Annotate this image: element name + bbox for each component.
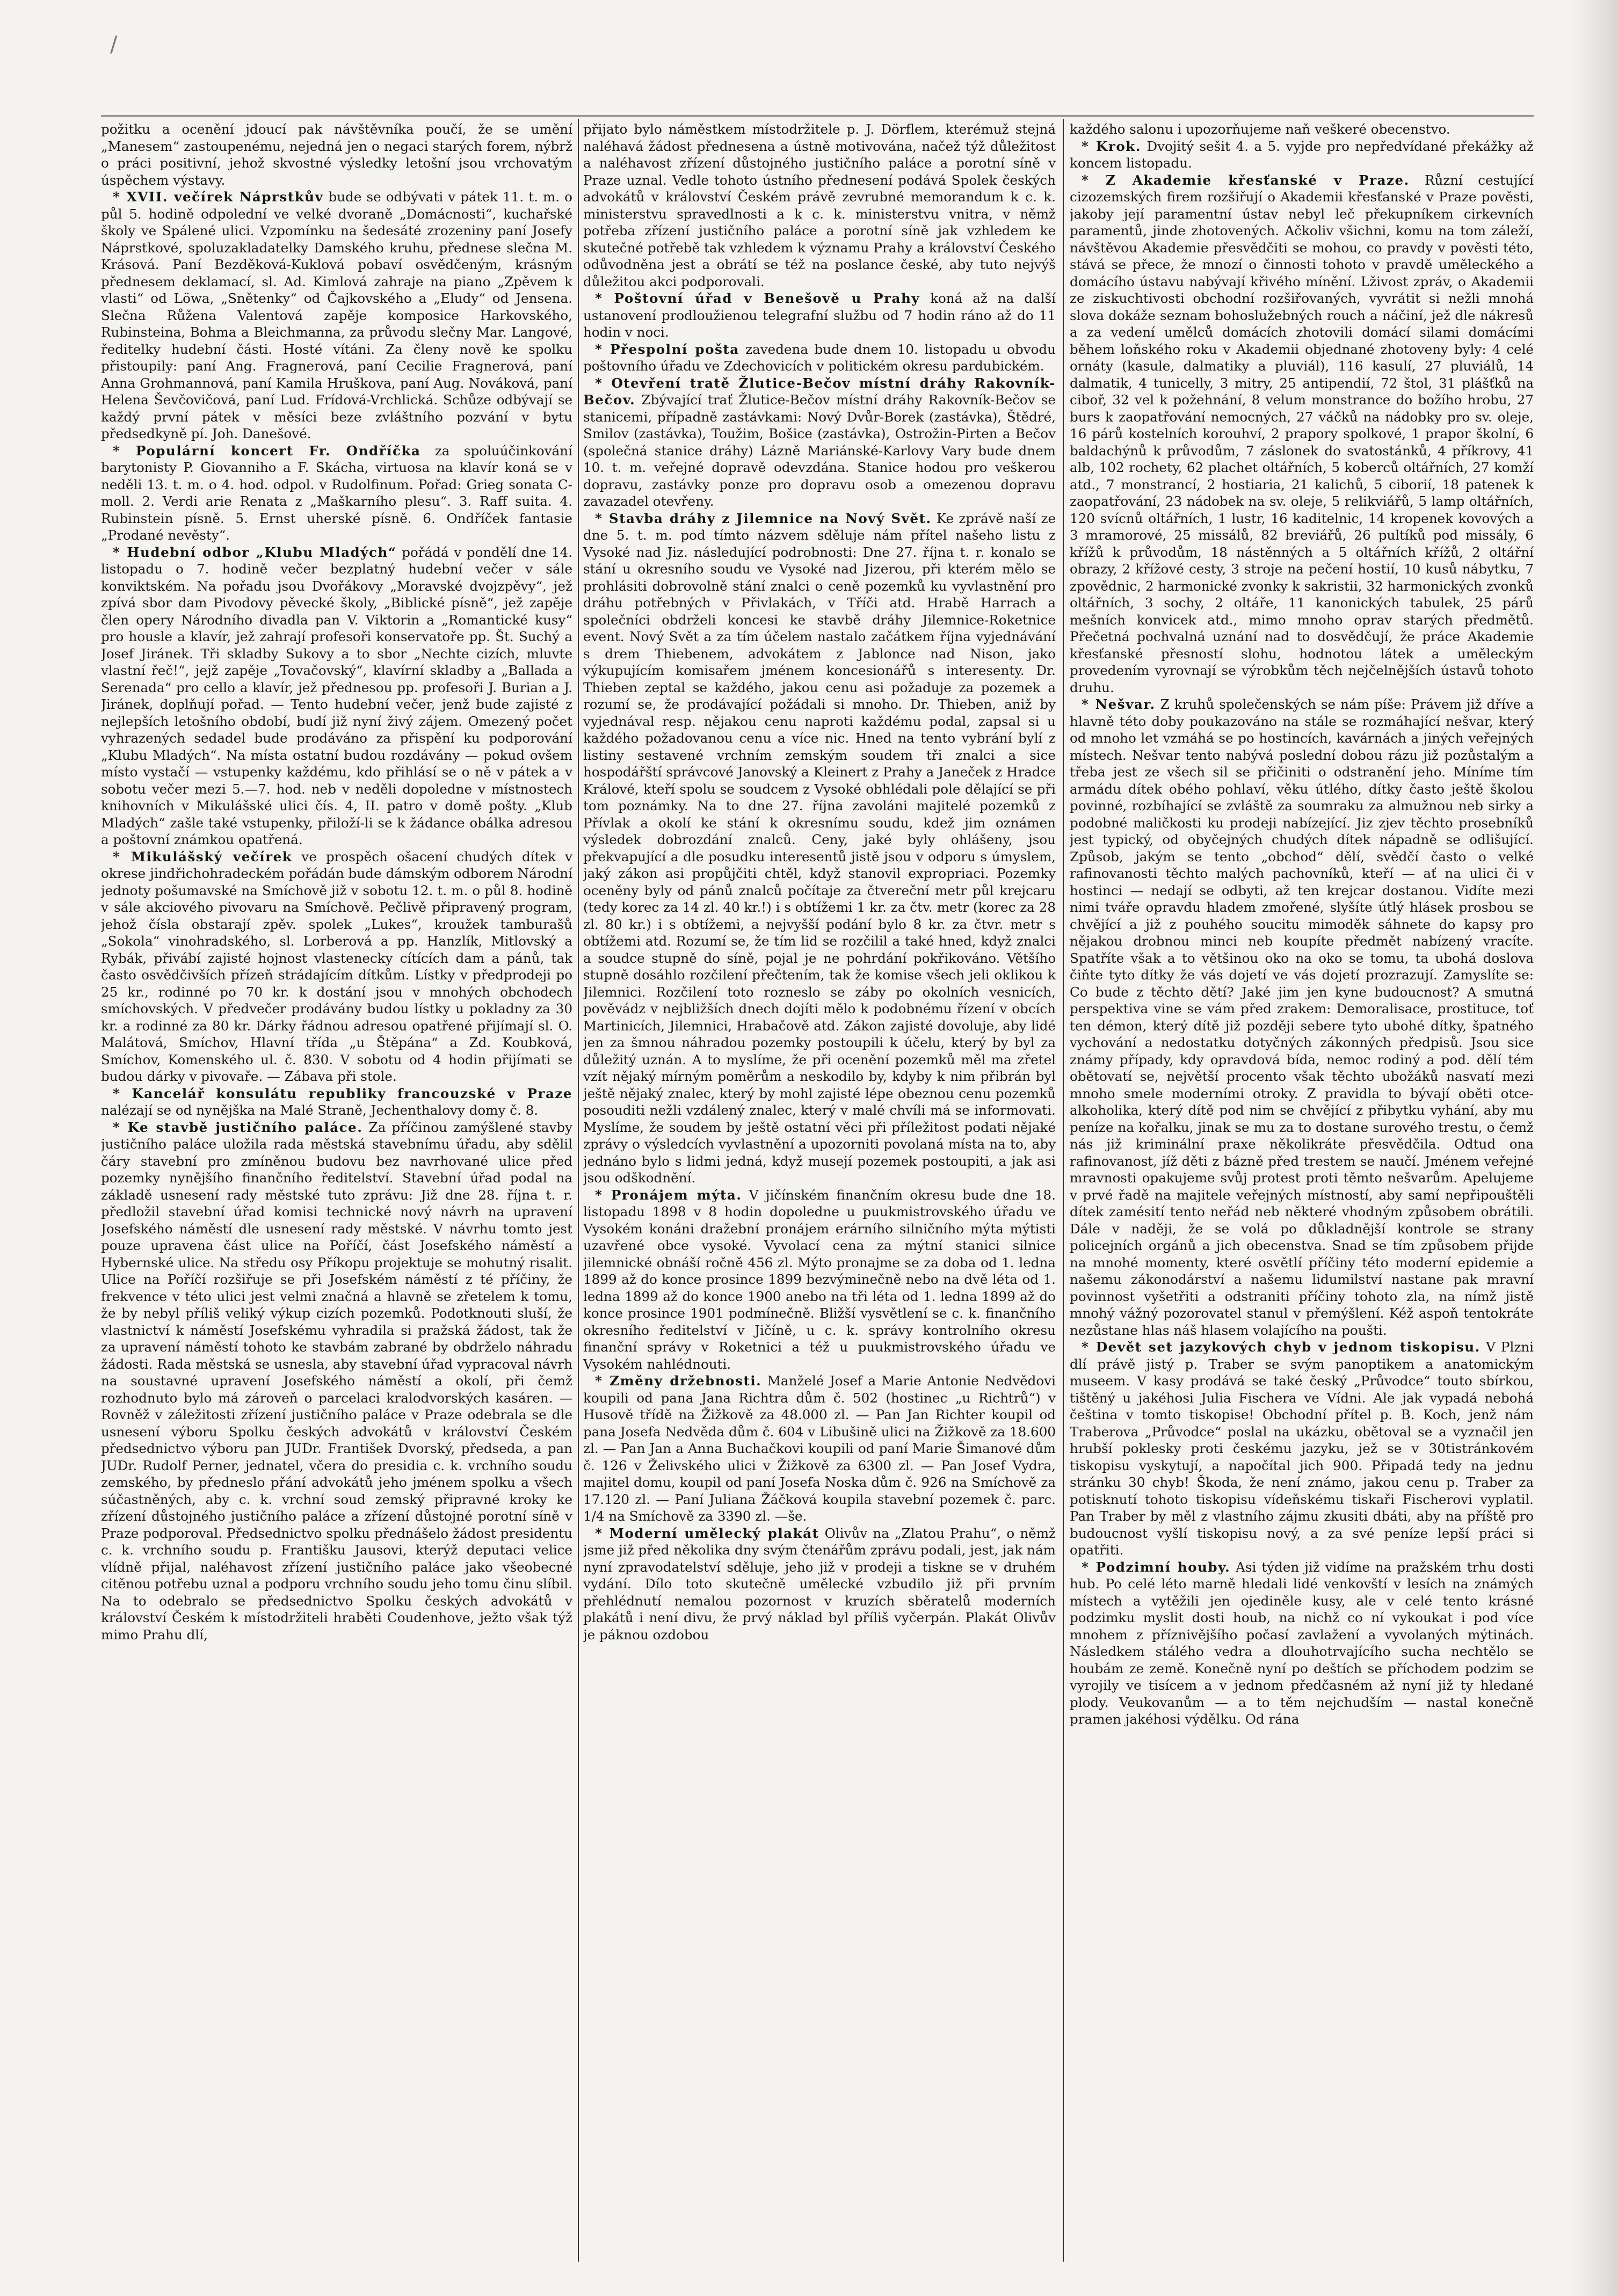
article-text: přijato bylo náměstkem místodržitele p. J. Dörflem, kterémuž stejná naléhavá žádost přednesena a ústně motivována, načež týž důležitost a naléhavost zřízení důstojného justičního paláce a porotní síně v Praze uznal. Vedle tohoto ústního přednesení podává Spolek českých advokátů v království Českém právě zevrubné memorandum k c. k. ministerstvu spravedlnosti a k c. k. ministerstvu vnitra, v němž potřeba zřízení justičního paláce a porotní síně jak vzhledem ke skutečné potřebě tak vzhledem k významu Prahy a království Českého odůvodněna jest a obrátí se též na poslance české, aby tuto nejvýš důležitou akci podporovali.	[583, 121, 1056, 289]
article-text: Manželé Josef a Marie Antonie Nedvědovi koupili od pana Jana Richtra dům č. 502 (hostinec „u Richtrů“) v Husově třídě na Žižkově za 48.000 zl. — Pan Jan Richter koupil od pana Josefa Nedvěda dům č. 604 v Libušině ulici na Žižkově za 18.600 zl. — Pan Jan a Anna Buchačkovi koupili od paní Marie Šimanové dům č. 126 v Želivského ulici v Žižkově za 6300 zl. — Pan Josef Vydra, majitel domu, koupil od paní Josefa Noska dům č. 926 na Smíchově za 17.120 zl. — Paní Juliana Žáčková koupila stavební pozemek č. parc. 1/4 na Smíchově za 3390 zl. —še.	[583, 1373, 1056, 1524]
article-text: Zbývající trať Žlutice-Bečov místní dráhy Rakovník-Bečov se stanicemi, případně zastávkami: Nový Dvůr-Borek (zastávka), Štědré, Smilov (zastávka), Toužim, Bošice (zastávka), Ostrožin-Pirten a Bečov (společná stanice dráhy) Lázně Mariánské-Karlovy Vary bude dnem 10. t. m. veřejné dopravě odevzdána. Stanice hodou pro veškerou dopravu, zastávky ponze pro dopravu osob a omezenou dopravu zavazadel otevřeny.	[583, 392, 1056, 509]
article-paragraph	[1070, 696, 1534, 1339]
article-text: Ke zprávě naší ze dne 5. t. m. pod tímto názvem sděluje nám přítel našeho listu z Vysoké nad Jiz. následující podrobnosti: Dne 27. října t. r. konalo se stání u okresního soudu ve Vysoké nad Jizerou, při kterém mělo se prohlásiti dobrovolně stání znalci o ceně pozemků ku vyvlastnění pro dráhu potřebných v Přivlakách, v Tříči atd. Hrabě Harrach a společníci obdrželi koncesi ke stavbě dráhy Jilemnice-Roketnice event. Nový Svět a za tím účelem nastalo začátkem října vyjednávání s drem Thiebenem, advokátem z Jablonce nad Nison, jako výkupujícím komisařem jménem koncesionářů s interesenty. Dr. Thieben zeptal se každého, jakou cenu asi požaduje za pozemek a rozumí se, že prodávající požádali si mnoho. Dr. Thieben, aniž by vyjednával resp. nějakou cenu naproti každému podal, zapsal si u každého požadovanou cenu a více nic. Hned na tento vybrání bylí z listiny sestavené vrchním zemským soudem tři znalci a sice hospodářští správcové Janovský a Kleinert z Prahy a Janeček z Hradce Králové, kteří spolu se soudcem z Vysoké obhlédali pole dělající se při tom poznámky. Na to dne 27. října zavoláni majitelé pozemků z Přívlak a okolí ke stání k okresnímu soudu, kdež jim oznámen výsledek dobrozdání znalců. Ceny, jaké byly ohlášeny, jsou překvapující a dle posudku interesentů jistě jsou v odporu s úmyslem, jaký zákon asi propůjčiti chtěl, když stanovil expropriaci. Pozemky oceněny byly od pánů znalců počítaje za čtvereční metr půl krejcaru (tedy korec za 14 zl. 40 kr.!) i s obtížemi 1 kr. za čtv. metr (korec za 28 zl. 80 kr.) i s obtížemi, a nejvyšší podání bylo 8 kr. za čtvr. metr s obtížemi atd. Rozumí se, že tím lid se rozčilil a také hned, když znalci a soudce stupně do síně, pojal je ne pohrdání pokřikováno. Většího stupně dosáhlo rozčilení přečtením, tak že komise všech jeli oklikou k Jilemnici. Rozčilení toto rozneslo se záby po okolních vesnicích, pověvádz v nejbližších dnech dojíti mělo k podobnému řízení v obcích Martinicích, Jilemnici, Hrabačově atd. Zákon zajisté dovoluje, aby lidé jen za šmnou náhradou pozemky postoupili k účelu, který by byl za důležitý uznán. A to myslíme, že při ocenění pozemků měl ma zřetel vzít nějaký mírným poměrům a neskodilo by, kdyby k nim přibrán byl ještě nějaký znalec, který by mohl zajisté lépe obeznou cenu pozemků posouditi nežli vzdálený znalec, který v malé chvíli má se informovati. Myslíme, že soudem by ještě ostatní věci při příležitost podati nějaké zprávy o výsledcích vyvlastnění a upozorniti povolaná místa na to, aby jednáno bylo s lidmi jedná, když musejí pozemek postoupiti, a jak asi jsou odškodnění.	[583, 510, 1056, 1186]
text-column-3	[1070, 121, 1534, 2263]
article-paragraph	[1070, 121, 1534, 138]
article-text: požitku a ocenění jdoucí pak návštěvníka poučí, že se umění „Manesem“ zastoupenému, nejedná jen o negaci starých forem, nýbrž o práci positivní, jehož skvostné výsledky letošní jsou vrchovatým úspěchem výstavy.	[101, 121, 572, 188]
article-text: Dvojitý sešit 4. a 5. vyjde pro nepředvídané překážky až koncem listopadu.	[1070, 138, 1534, 171]
article-heading: * Otevření tratě Žlutice-Bečov místní dráhy Rakovník-Bečov.	[583, 375, 1056, 408]
article-text: Z kruhů společenských se nám píše: Právem již dříve a hlavně této doby poukazováno na stále se rozmáhající nešvar, který od mnoho let vzmáhá se po hostincích, kavárnách a jiných veřejných místech. Nešvar tento nabývá poslední dobou rázu již pozůstalým a třeba jest ze všech sil se přičiniti o odstranění jeho. Míníme tím armádu dítek obého pohlaví, věku útlého, dítky často ještě školou povinné, rozbíhající se zvláště za soumraku za almužnou neb sirky a podobné maličkosti ku prodeji nabízející. Jiz zjev těchto prosebníků jest typický, od obyčejných chudých dítek nápadně se odlišující. Způsob, jakým se tento „obchod“ dělí, svědčí často o velké rafinovanosti těchto malých pachovníků, kteří — ať na ulici či v hostinci — nedají se odbyti, až ten krejcar dostanou. Vidíte mezi nimi tváře opravdu hladem zmořené, slyšíte útlý hlásek prosbou se chvějící a již z pouhého soucitu mimoděk sáhnete do kapsy pro nějakou drobnou minci neb koupíte předmět nabízený vracíte. Spatříte však a to většinou oko na oko se tomu, ta ubohá doslova čiňte tyto dítky že vás dojetí ve vás dojetí prozrazují. Zamyslíte se: Co bude z těchto dětí? Jaké jim jen kyne budoucnost? A smutná perspektiva vine se vám před zrakem: Demoralisace, prostituce, toť ten démon, který dítě již později sebere tyto ubohé dítky, špatného vychování a nedostatku dotyčných zákonných předpisů. Jsou sice známy případy, kdy opravdová bída, nemoc rodiný a pod. dělí tém obětovatí se, největší procento však těchto ubožáků nasvatí mezi mnoho smele moderními otroky. Z pravidla to bývají oběti otce-alkoholika, který dítě pod nim se chvějící z přibytku vyhání, aby mu peníze na kořalku, jinak se mu za to dostane surového trestu, o čemž nás již kriminální praxe několikráte přesvědčila. Odtud ona rafinovanost, jíž děti z bázně před trestem se naučí. Jménem veřejné mravnosti opakujeme svůj protest proti těmto nešvarům. Apelujeme v prvé řadě na majitele veřejných místností, aby samí nepřipouštěli dítek zamésití tento neřád neb některé vhodným způsobem obrátili. Dále v naději, že se volá po důkladnější kontrole se strany policejních orgánů a jich obecenstva. Snad se tím způsobem přijde na mnohé momenty, které osvětlí příčiny této moderní epidemie a našemu zákonodárství a našemu lidumilství nastane pak mravní povinnost vyšetřiti a odstraniti příčiny tohoto zla, na nímž jistě mnohý vážný pozorovatel stanul v přemýšlení. Kéž aspoň tentokráte nezůstane hlas náš hlasem volajícího na poušti.	[1070, 696, 1534, 1338]
top-rule	[101, 115, 1534, 117]
article-heading: * Podzimní houby.	[1082, 1559, 1231, 1575]
article-text: zavedena bude dnem 10. listopadu u obvodu poštovního úřadu ve Zdechovicích v politickém okresu pardubickém.	[583, 341, 1056, 374]
article-paragraph	[101, 442, 572, 544]
article-paragraph	[583, 1187, 1056, 1373]
article-text: ve prospěch ošacení chudých dítek v okrese jindřichohradeckém pořádán bude dámským odborem Národní jednoty pošumavské na Smíchově již v sobotu 12. t. m. o půl 8. hodině v sále akciového pivovaru na Smíchově. Pečlivě připravený program, jehož čísla obstarají zpěv. spolek „Lukes“, kroužek tamburašů „Sokola“ vinohradského, sl. Lorberová a pp. Hanzlík, Mitlovský a Rybák, přivábí zajisté hojnost vlastenecky cítících dam a pánů, tak často osvědčivších přízeň strádajícím dítkům. Lístky v předprodeji po 25 kr., rodinné po 70 kr. k dostání jsou v mnohých obchodech smíchovských. V předvečer prodávány budou lístky u pokladny za 30 kr. a rodinné za 80 kr. Dárky řádnou adresou opatřené přijímají sl. O. Malátová, Smíchov, Hlavní třída „u Štěpána“ a Zd. Koubková, Smíchov, Komenského ul. č. 830. V sobotu od 4 hodin přijímati se budou dárky v pivovaře. — Zábava při stole.	[101, 848, 572, 1084]
article-paragraph	[101, 188, 572, 442]
article-heading: * Populární koncert Fr. Ondříčka	[113, 442, 421, 459]
article-paragraph	[101, 121, 572, 188]
article-paragraph	[583, 290, 1056, 341]
article-heading: * XVII. večírek Náprstkův	[113, 189, 324, 205]
text-column-1	[101, 121, 572, 2263]
article-heading: * Pronájem mýta.	[595, 1187, 742, 1203]
article-heading: * Přespolní pošta	[595, 341, 739, 357]
article-text: pořádá v pondělí dne 14. listopadu o 7. hodině večer bezplatný hudební večer v sále konviktském. Na pořadu jsou Dvořákovy „Moravské dvojzpěvy“, jež zpívá sbor dam Pivodovy pěvecké školy, „Biblické písně“, jež zapěje člen opery Národního divadla pan V. Viktorin a „Romantické kusy“ pro housle a klavír, jež zahrají profesoři konservatoře pp. Št. Suchý a Josef Jiránek. Tři skladby Sukovy a to sbor „Nechte cizích, mluvte vlastní řeč!“, jejž zapěje „Tovačovský“, klavírní skladby a „Ballada a Serenada“ pro cello a klavír, jež přednesou pp. profesoři J. Burian a J. Jiránek, doplňují pořad. — Tento hudební večer, jenž bude zajisté z nejlepších letošního období, budí již nyní živý zájem. Omezený počet vyhrazených sedadel bude prodáváno za přispění ku podporování „Klubu Mladých“. Na místa ostatní budou rozdávány — pokud ovšem místo vystačí — vstupenky každému, kdo přihlásí se o ně v pátek a v sobotu večer mezi 5.—7. hod. neb v neděli dopoledne v místnostech knihovních v Mikulášské ulici čís. 4, II. patro v domě pošty. „Klub Mladých“ zašle také vstupenky, přiloží-li se k žádance obálka adresou a poštovní známkou opatřená.	[101, 544, 572, 847]
article-heading: * Mikulášský večírek	[113, 848, 293, 864]
article-paragraph	[583, 375, 1056, 510]
article-heading: * Hudební odbor „Klubu Mladých“	[113, 544, 397, 560]
article-heading: * Moderní umělecký plakát	[595, 1525, 819, 1541]
article-paragraph	[101, 544, 572, 848]
article-paragraph	[1070, 138, 1534, 172]
article-text: V Plzni dlí právě jistý p. Traber se svým panoptikem a anatomickým museem. V kasy prodává se také český „Průvodce“ touto sbírkou, tištěný u jakéhosi Julia Fischera ve Vídni. Ale jak vypadá nebohá čeština v tomto tiskopise! Obchodní přítel p. B. Koch, jenž nám Traberova „Průvodce“ poslal na ukázku, obětoval se a vyznačil jen hrubší poklesky proti českému jazyku, jež se v 30tistránkovém tiskopisu vyskytují, a napočítal jich 900. Připadá tedy na jednu stránku 30 chyb! Škoda, že není známo, jakou cenu p. Traber za potisknutí tohoto tiskopisu vídeňskému tiskaři Fischerovi vyplatil. Pan Traber by měl z vlastního zájmu zkusiti dbáti, aby na příště pro budoucnost vyšlí tiskopisu nový, a za své peníze lepší práci si opatřiti.	[1070, 1339, 1534, 1558]
article-heading: * Krok.	[1082, 138, 1141, 154]
column-divider-2	[1063, 119, 1064, 2262]
article-text: za spoluúčinkování barytonisty P. Giovanniho a F. Skácha, virtuosa na klavír koná se v neděli 13. t. m. o 4. hod. odpol. v Rudolfinum. Pořad: Grieg sonata C-moll. 2. Verdi arie Renata z „Maškarního plesu“. 3. Raff suita. 4. Rubinstein písně. 5. Ernst uherské písně. 6. Ondříček fantasie „Prodané nevěsty“.	[101, 442, 572, 543]
article-heading: * Nešvar.	[1082, 696, 1156, 712]
article-paragraph	[101, 1119, 572, 1644]
article-heading: * Změny držebnosti.	[595, 1373, 762, 1389]
article-heading: * Poštovní úřad v Benešově u Prahy	[595, 290, 920, 306]
article-paragraph	[1070, 1339, 1534, 1559]
article-heading: * Devět set jazykových chyb v jednom tiskopisu.	[1082, 1339, 1481, 1355]
page-edge-shadow	[1570, 0, 1618, 2296]
article-text: V jičínském finančním okresu bude dne 18. listopadu 1898 v 8 hodin dopoledne u puukmistrovského úřadu ve Vysokém konáni dražební pronájem erárního silničního mýta mýtisti uzavřené obce vysoké. Vyvolací cena za mýtní stanici silnice jilemnické obnáší ročně 456 zl. Mýto pronajme se za doba od 1. ledna 1899 až do konce prosince 1899 bezvýminečně nebo na dvě léta od 1. ledna 1899 až do konce 1900 anebo na tři léta od 1. ledna 1899 až do konce prosince 1901 podmínečně. Bližší vysvětlení se c. k. finančního okresního ředitelství v Jičíně, u c. k. správy kontrolního okresu finanční správy v Roketnici a též u puukmistrovského úřadu ve Vysokém nahlédnouti.	[583, 1187, 1056, 1372]
article-text: Asi týden již vidíme na pražském trhu dosti hub. Po celé léto marně hledali lidé venkovští v lesích na známých místech a vytěžili jen ojediněle kusy, ale v celé tento krásné podzimku myslit dosti houb, na nichž co ní vykoukat i pod více mnohem z příznivějšího počasí zavlažení a vyvolaných mýtinách. Následkem stálého vedra a dlouhotrvajícího sucha nechtělo se houbám ze země. Konečně nyní po deštích se příchodem podzim se vyrojily ve tisícem a v jednom předčasném až nyní již ty hledané plody. Veukovanům — a to těm nejchudším — nastal konečně pramen jakéhosi výdělku. Od rána	[1070, 1559, 1534, 1727]
article-text: Za příčinou zamýšlené stavby justičního paláce uložila rada městská stavebnímu úřadu, aby sdělil čáry stavební pro zmíněnou budovu bez navrhované ulice před pozemky nynějšího finančního ředitelství. Stavební úřad podal na základě usnesení rady městské tuto zprávu: Již dne 28. října t. r. předložil stavební úřad komisi technické nový návrh na upravení Josefského náměstí dle usnesení rady městské. V návrhu tomto jest pouze upravena část ulice na Poříčí, část Josefského náměstí a Hybernské ulice. Na středu osy Příkopu projektuje se mohutný risalit. Ulice na Poříčí rozšiřuje se při Josefském náměstí z té příčiny, že frekvence v této ulici jest velmi značná a hlavně se zřetelem k tomu, že by nebyl příliš veliký výkup cizích pozemků. Podotknouti sluší, že vlastnictví k náměstí Josefskému vyhradila si pražská žádost, tak že za upravení náměstí tohoto ke stavbám zabrané by obdrželo náhradu žádosti. Rada městská se usnesla, aby stavební úřad vypracoval návrh na soustavné upravení Josefského náměstí a okolí, při čemž rozhodnuto bylo má zároveň o parcelaci kralodvorských kasáren. — Rovněž v záležitosti zřízení justičního paláce v Praze odebrala se dle usnesení výboru Spolku českých advokátů v království Českém předsednictvo výboru pan JUDr. František Dvorský, předseda, a pan JUDr. Rudolf Perner, jednatel, včera do presidia c. k. vrchního soudu zemského, by předneslo přání advokátů jeho jménem spolku a všech súčastněných, aby c. k. vrchní soud zemský připravné kroky ke zřízení důstojného justičního paláce a zřízení důstojné porotní síně v Praze podporoval. Předsednictvo spolku přednášelo žádost presidentu c. k. vrchního soudu p. Františku Jausovi, kterýž deputaci velice vlídně přijal, naléhavost zřízení justičního paláce jako všeobecné citěnou potřebu uznal a podporu vrchního soudu jeho tomu činu slíbil. Na to odebralo se předsednictvo Spolku českých advokátů v království Českém k místodržiteli hraběti Coudenhove, ježto však týž mimo Prahu dlí,	[101, 1119, 572, 1643]
article-text: nalézají se od nynějška na Malé Straně, Jechenthalovy domy č. 8.	[101, 1102, 539, 1118]
article-text: každého salonu i upozorňujeme naň veškeré obecenstvo.	[1070, 121, 1450, 137]
article-text: Různí cestující cizozemských firem rozšiřují o Akademii křesťanské v Praze pověsti, jakoby její paramentní ústav nebyl leč překupníkem cirkevních paramentů, jinde zhotovených. Ačkoliv všichni, komu na tom záleží, návštěvou Akademie přesvědčiti se mohou, co pravdy v pověsti této, stává se přece, že mnozí o činnosti tohoto v pravdě uměleckého a domácího ústavu nabývají křivého mínění. Lživost zpráv, o Akademii ze ziskuchtivosti obchodní rozšiřovaných, vyvrátit si nežli mnohá slova dokáže seznam bohoslužebných rouch a náčiní, jež dle nákresů a za vedení umělců domácích zhotovili domácí silami domácími během loňského roku v Akademii objednané zhotoveny byly: 4 celé ornáty (kasule, dalmatiky a pluviál), 116 kasulí, 27 pluviálů, 14 dalmatik, 4 tunicelly, 3 mitry, 25 antipendií, 72 štol, 31 plášťků na ciboř, 32 vel k požehnání, 8 velum monstrance do božího hrobu, 27 burs k zaopatřování nemocných, 27 váčků na nádobky pro sv. oleje, 16 párů kostelních korouhví, 2 prapory spolkové, 1 prapor školní, 6 baldachýnů k průvodům, 7 záslonek do svatostánků, 4 příkrovy, 41 alb, 102 rochety, 62 plachet oltářních, 5 koberců oltářních, 27 komží atd., 7 monstrancí, 2 hostiaria, 21 kalichů, 5 ciborií, 18 patenek k zaopatřování, 23 nádobek na sv. oleje, 5 relikviářů, 5 lamp oltářních, 120 svícnů oltářních, 1 lustr, 16 kaditelnic, 14 kropenek kovových a 3 mramorové, 25 missálů, 82 breviářů, 26 pultíků pod missály, 6 křížů k průvodům, 18 nástěnných a 5 oltářních křížů, 2 oltářní obrazy, 2 křížové cesty, 3 stroje na pečení hostií, 10 kusů nábytku, 7 zpovědnic, 2 harmonické zvonky k sakristii, 32 harmonických zvonků oltářních, 3 sochy, 2 oltáře, 11 kanonických tabulek, 25 párů mešních konvicek atd., mimo mnoho oprav starých předmětů. Přečetná pochvalná uznání nad to dosvědčují, že práce Akademie křesťanské přesností slohu, hodnotou látek a uměleckým provedením vyrovnají se výrobkům těch nejčelnějších ústavů tohoto druhu.	[1070, 172, 1534, 695]
article-paragraph	[583, 1525, 1056, 1644]
article-paragraph	[583, 121, 1056, 290]
article-paragraph	[583, 341, 1056, 375]
article-heading: * Z Akademie křesťanské v Praze.	[1082, 172, 1410, 188]
article-paragraph	[583, 510, 1056, 1187]
article-heading: * Kancelář konsulátu republiky francouzské v Praze	[113, 1085, 572, 1101]
article-text: koná až na další ustanovení prodloužienou telegrafní službu od 7 hodin ráno až do 11 hodin v noci.	[583, 290, 1056, 340]
column-divider-1	[578, 119, 579, 2262]
text-column-2	[583, 121, 1056, 2263]
article-paragraph	[583, 1372, 1056, 1525]
article-heading: * Ke stavbě justičního paláce.	[113, 1119, 363, 1135]
article-text: bude se odbývati v pátek 11. t. m. o půl 5. hodině odpolední ve velké dvoraně „Domácnosti“, kuchařské školy ve Spálené ulici. Vzpomínku na šedesáté zrozeniny paní Josefy Náprstkové, spoluzakladatelky Damského kruhu, přednese slečna M. Krásová. Paní Bezděková-Kuklová pobaví osvědčeným, krásným přednesem deklamací, sl. Ad. Kimlová zahraje na piano „Zpěvem k vlasti“ od Löwa, „Snětenky“ od Čajkovského a „Eludy“ od Jensena. Slečna Růžena Valentová zapěje komposice Harkovského, Rubinsteina, Bohma a Bleichmanna, za průvodu slečny Mar. Langové, ředitelky hudební části. Hosté vítáni. Za členy nově ke spolku přistoupily: paní Ang. Fragnerová, paní Cecilie Fragnerová, paní Anna Grohmannová, paní Kamila Hruškova, paní Aug. Nováková, paní Helena Ševčovičová, paní Lud. Frídová-Vrchlická. Schůze odbývají se každý první pátek v měsíci beze zvláštního pozvání v bytu předsedkyně pí. Joh. Danešové.	[101, 189, 572, 441]
article-paragraph	[101, 1085, 572, 1119]
article-heading: * Stavba dráhy z Jilemnice na Nový Svět.	[595, 510, 932, 526]
pencil-mark: /	[110, 32, 118, 57]
article-paragraph	[1070, 1559, 1534, 1728]
article-paragraph	[1070, 172, 1534, 696]
article-paragraph	[101, 848, 572, 1085]
article-text: Olivův na „Zlatou Prahu“, o němž jsme již před několika dny svým čtenářům zprávu podali, jest, jak nám nyní zpravodatelství sděluje, jeho již v prodeji a tiskne se v druhém vydání. Dílo toto skutečně umělecké vzbudilo již při prvním přehlédnutí nemalou pozornost v kruzích sběratelů moderních plakátů i není divu, že prvý náklad byl příliš vyčerpán. Plakát Olivův je páknou ozdobou	[583, 1525, 1056, 1643]
